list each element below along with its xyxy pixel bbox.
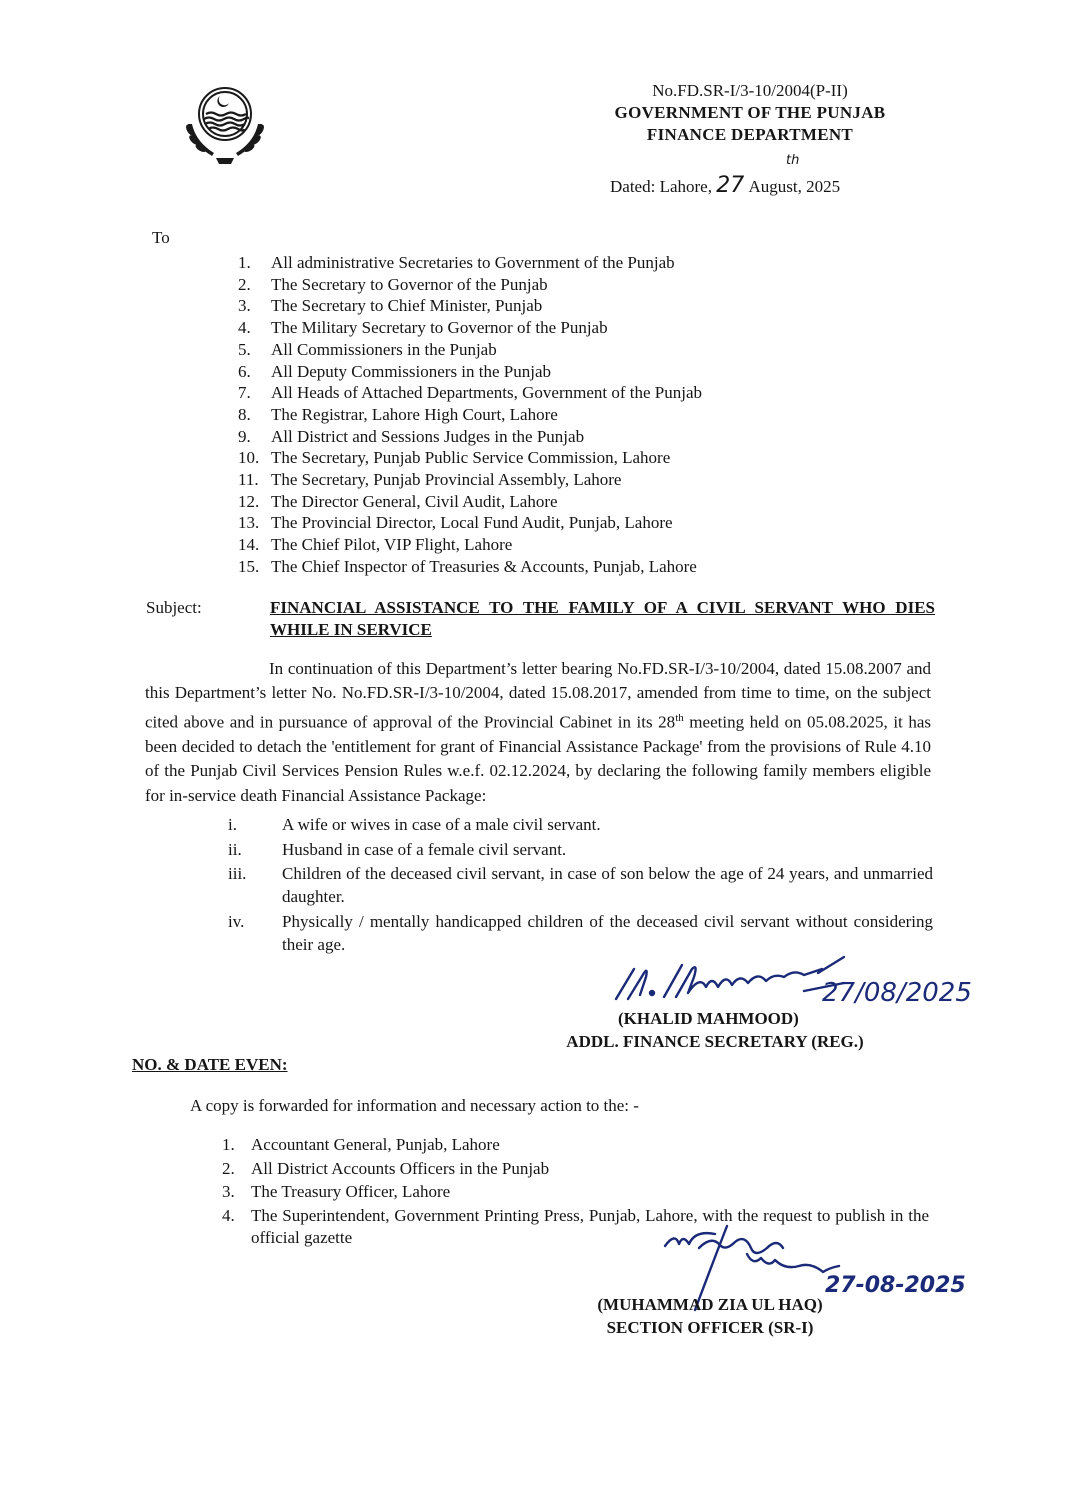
government-name: GOVERNMENT OF THE PUNJAB — [614, 103, 886, 122]
list-item: 3. The Treasury Officer, Lahore — [222, 1182, 451, 1201]
signatory-1-block — [545, 1008, 885, 1053]
to-label: To — [152, 228, 170, 247]
copy-forward-text: A copy is forwarded for information and necessary action to the: - — [190, 1096, 639, 1115]
list-item: i. A wife or wives in case of a male civil servant. — [228, 815, 601, 834]
subject-text: FINANCIAL ASSISTANCE TO THE FAMILY OF A CIVIL SERVANT WHO DIES WHILE IN SERVICE — [270, 598, 935, 639]
list-item: 1. All administrative Secretaries to Government of the Punjab — [238, 253, 675, 272]
list-item: 4. The Superintendent, Government Printing Press, Punjab, Lahore, with the request to publish in the official gazette — [222, 1205, 929, 1247]
eligible-members-list — [228, 813, 933, 957]
date-rest: August, 2025 — [748, 177, 841, 196]
subject-label: Subject: — [146, 598, 202, 617]
list-item: iv. Physically / mentally handicapped children of the deceased civil servant without considering their age. — [228, 911, 933, 954]
list-item: 3. The Secretary to Chief Minister, Punjab — [238, 296, 543, 316]
signature-khalid-mahmood — [608, 947, 972, 1017]
list-item: 15. The Chief Inspector of Treasuries & Accounts, Punjab, Lahore — [238, 556, 697, 576]
list-item: 13. The Provincial Director, Local Fund Audit, Punjab, Lahore — [238, 513, 673, 533]
list-item: 8. The Registrar, Lahore High Court, Lahore — [238, 404, 558, 424]
letter-header — [560, 80, 940, 146]
signatory-1-designation: ADDL. FINANCE SECRETARY (REG.) — [566, 1031, 864, 1051]
reference-number: No.FD.SR-I/3-10/2004(P-II) — [652, 81, 848, 100]
list-item: 12. The Director General, Civil Audit, Lahore — [238, 491, 558, 511]
signatory-2-block — [575, 1294, 845, 1339]
body-paragraph: In continuation of this Department’s letter bearing No.FD.SR-I/3-10/2004, dated 15.08.2007 and this Department’s letter No. No.FD.SR-I/3-10/2004, dated 15.08.2017, amended from time to time, on the subject cited above and in pursuance of approval of the Provincial Cabinet in its 28th meeting held on 05.08.2025, it has been decided to detach the 'entitlement for grant of Financial Assistance Package' from the provisions of Rule 4.10 of the Punjab Civil Services Pension Rules w.e.f. 02.12.2024, by declaring the following family members eligible for in-service death Financial Assistance Package: — [145, 659, 931, 805]
signatory-2-name: (MUHAMMAD ZIA UL HAQ) — [597, 1295, 823, 1314]
department-name: FINANCE DEPARTMENT — [646, 125, 854, 144]
recipients-list — [238, 252, 702, 578]
list-item: 7. All Heads of Attached Departments, Government of the Punjab — [238, 383, 703, 403]
handwritten-day: 27 — [716, 173, 745, 198]
list-item: 5. All Commissioners in the Punjab — [238, 339, 497, 359]
list-item: 9. All District and Sessions Judges in the Punjab — [238, 426, 585, 446]
list-item: 14. The Chief Pilot, VIP Flight, Lahore — [238, 535, 513, 555]
list-item: iii. Children of the deceased civil servant, in case of son below the age of 24 years, and unmarried daughter. — [228, 864, 933, 906]
list-item: ii. Husband in case of a female civil servant. — [228, 839, 567, 859]
signature-date-1: 27/08/2025 — [822, 978, 972, 1008]
list-item: 1. Accountant General, Punjab, Lahore — [222, 1135, 500, 1154]
punjab-government-emblem-icon — [176, 84, 274, 166]
date-prefix: Dated: Lahore, — [610, 177, 712, 196]
letter-date — [610, 153, 841, 198]
signatory-2-designation: SECTION OFFICER (SR-I) — [606, 1317, 814, 1337]
list-item: 6. All Deputy Commissioners in the Punjab — [238, 361, 552, 381]
list-item: 10. The Secretary, Punjab Public Service Commission, Lahore — [238, 448, 671, 468]
list-item: 2. All District Accounts Officers in the Punjab — [222, 1158, 550, 1178]
signature-date-2: 27-08-2025 — [825, 1273, 966, 1298]
handwritten-day-suffix: th — [786, 153, 800, 168]
list-item: 11. The Secretary, Punjab Provincial Assembly, Lahore — [238, 470, 622, 490]
signatory-1-name: (KHALID MAHMOOD) — [618, 1009, 799, 1028]
list-item: 2. The Secretary to Governor of the Punjab — [238, 274, 548, 294]
no-date-even-heading: NO. & DATE EVEN: — [132, 1055, 288, 1074]
list-item: 4. The Military Secretary to Governor of the Punjab — [238, 318, 608, 338]
